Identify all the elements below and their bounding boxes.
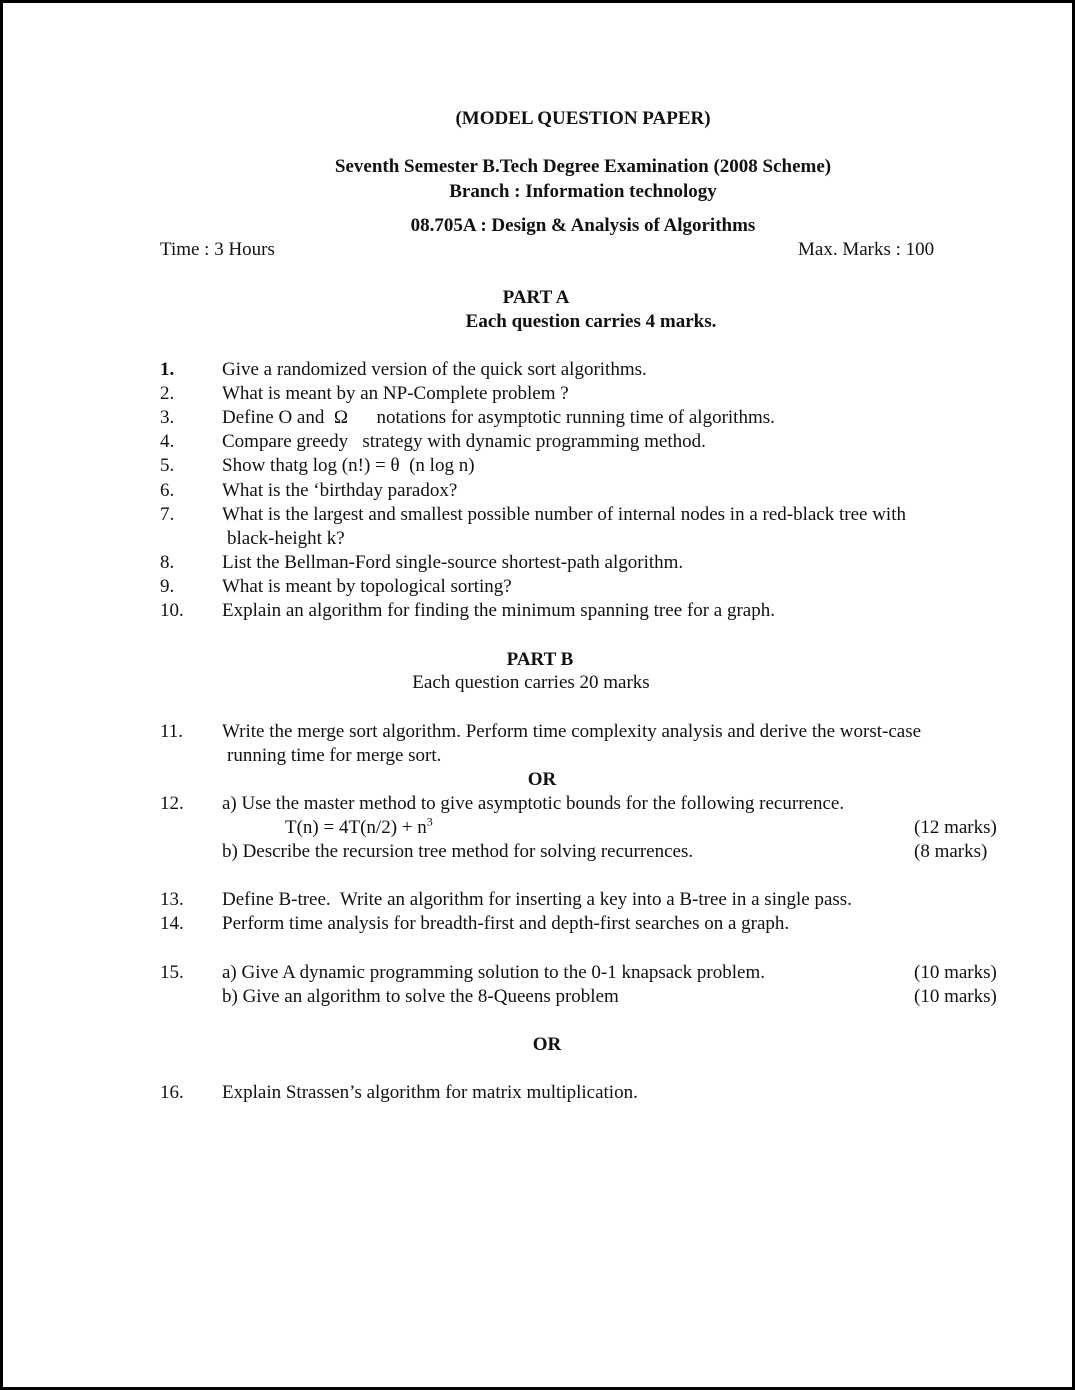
question-text: Give a randomized version of the quick sort algorithms. [222,359,647,380]
question-text: List the Bellman-Ford single-source shortest-path algorithm. [222,552,684,573]
recurrence-formula [285,816,433,840]
question-number: 7. [160,504,175,525]
question-text-continued: black-height k? [227,528,345,549]
question-number: 5. [160,455,175,476]
exam-name: Seventh Semester B.Tech Degree Examination (2008 Scheme) [334,156,832,177]
part-a-title: PART A [502,287,570,308]
formula-text: T(n) = 4T(n/2) + n [285,817,427,838]
question-part-b: b) Give an algorithm to solve the 8-Queens problem [222,986,619,1007]
marks-label: (10 marks) [914,962,997,983]
branch: Branch : Information technology [449,181,717,202]
question-number: 3. [160,407,175,428]
question-text: What is meant by an NP-Complete problem ? [222,383,569,404]
max-marks: Max. Marks : 100 [798,239,935,260]
question-number: 14. [160,913,184,934]
marks-label: (8 marks) [914,841,988,862]
question-text: What is the ‘birthday paradox? [222,480,458,501]
question-number: 9. [160,576,175,597]
question-text-continued: running time for merge sort. [227,745,442,766]
question-number: 16. [160,1082,184,1103]
question-number: 13. [160,889,184,910]
question-number: 1. [160,359,175,380]
part-a-note: Each question carries 4 marks. [465,311,717,332]
part-b-note: Each question carries 20 marks [412,672,650,693]
marks-label: (10 marks) [914,986,997,1007]
question-number: 12. [160,793,184,814]
question-part-b: b) Describe the recursion tree method for solving recurrences. [222,841,694,862]
question-text: Write the merge sort algorithm. Perform time complexity analysis and derive the worst-case [222,721,922,742]
time-allowed: Time : 3 Hours [160,239,275,260]
question-text: Explain an algorithm for finding the minimum spanning tree for a graph. [222,600,775,621]
question-part-a: a) Give A dynamic programming solution to the 0-1 knapsack problem. [222,962,765,983]
question-text: Define O and Ω notations for asymptotic running time of algorithms. [222,407,775,428]
question-number: 6. [160,480,175,501]
question-text: What is meant by topological sorting? [222,576,512,597]
or-separator: OR [527,769,557,790]
question-text: Compare greedy strategy with dynamic programming method. [222,431,706,452]
formula-exponent: 3 [426,814,433,829]
or-separator: OR [532,1034,562,1055]
question-number: 2. [160,383,175,404]
course: 08.705A : Design & Analysis of Algorithms [410,215,756,236]
question-text: Explain Strassen’s algorithm for matrix multiplication. [222,1082,638,1103]
question-text: Define B-tree. Write an algorithm for inserting a key into a B-tree in a single pass. [222,889,852,910]
question-number: 4. [160,431,175,452]
paper-title: (MODEL QUESTION PAPER) [455,108,711,129]
part-b-title: PART B [506,649,574,670]
question-number: 11. [160,721,184,742]
question-number: 10. [160,600,184,621]
question-text: Show thatg log (n!) = θ (n log n) [222,455,475,476]
question-text: What is the largest and smallest possible number of internal nodes in a red-black tree with [222,504,906,525]
marks-label: (12 marks) [914,817,997,838]
question-text: Perform time analysis for breadth-first and depth-first searches on a graph. [222,913,790,934]
question-number: 15. [160,962,184,983]
question-number: 8. [160,552,175,573]
question-part-a: a) Use the master method to give asymptotic bounds for the following recurrence. [222,793,845,814]
